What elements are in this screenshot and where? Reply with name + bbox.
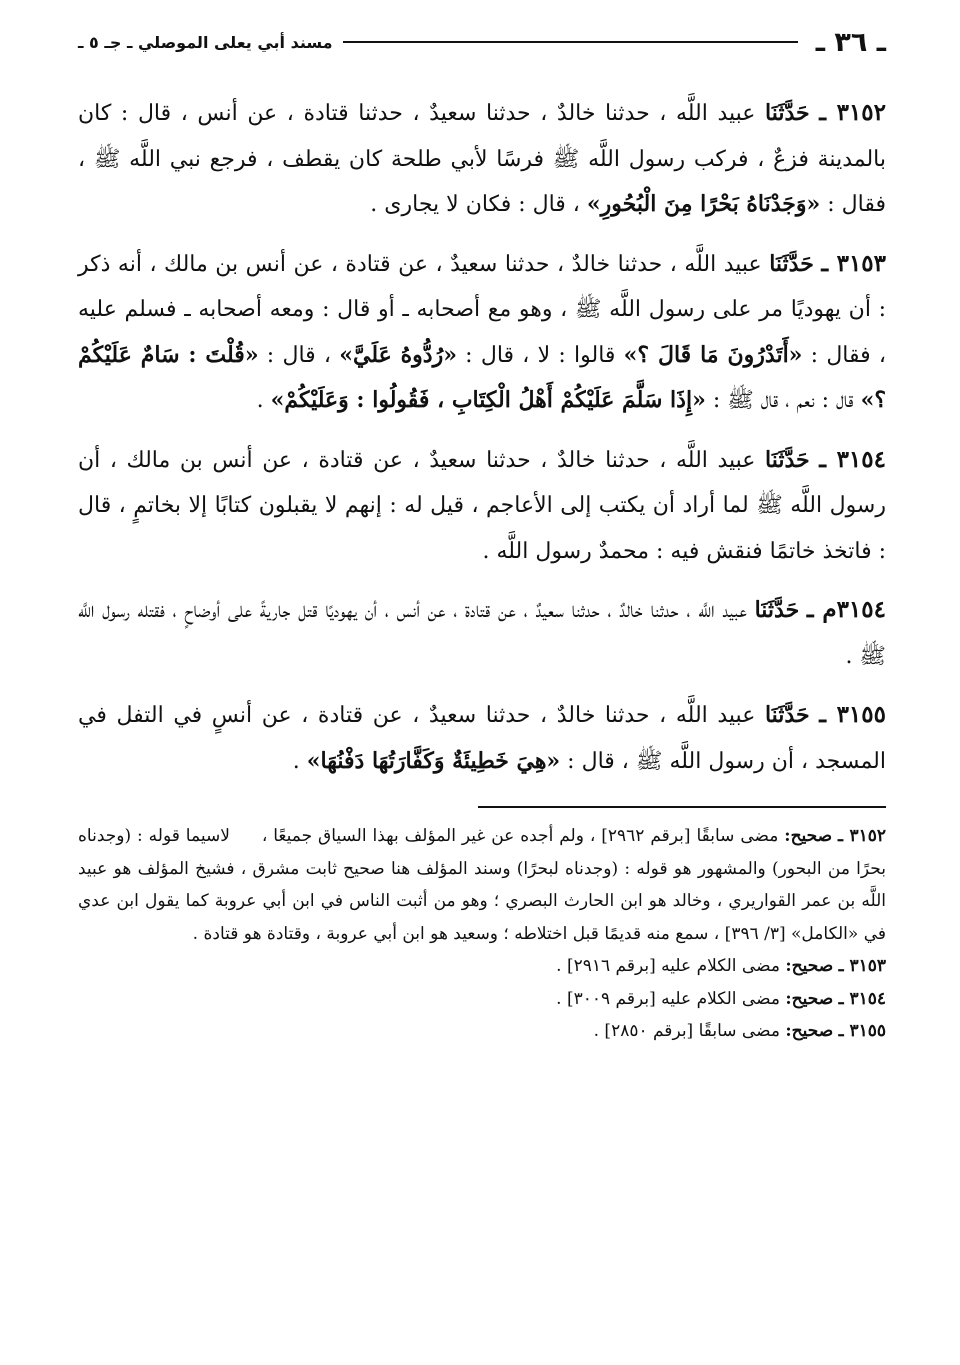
footnote-grade: صحيح: [785, 988, 834, 1009]
hadith-text: عبيد اللَّه ، حدثنا خالدٌ ، حدثنا سعيدٌ ، عن قتادة ، عن أنسٍ في التفل في المسجد ، أن رسول اللَّه ﷺ ، قال : [78, 703, 886, 774]
footnote-3154 [78, 983, 886, 1016]
hadith-3153 [78, 241, 886, 424]
prophetic-quote: «هِيَ خَطِيئَةٌ وَكَفَّارَتُهَا دَفْنُهَا» [306, 747, 561, 774]
footnote-text: مضى سابقًا [برقم ٢٨٥٠] . [593, 1021, 786, 1041]
footnote-3153 [78, 950, 886, 983]
footnote-3155 [78, 1015, 886, 1048]
footnote-grade: صحيح: [784, 826, 833, 846]
hadith-number: ٣١٥٤ ـ [819, 445, 886, 473]
hadith-text: عبيد اللَّه ، حدثنا خالدٌ ، حدثنا سعيدٌ ، عن قتادة ، عن أنس بن مالك ، أنه ذكر : أن يهوديًا مر على رسول اللَّه ﷺ ، وهو مع أصحابه ـ أو قال : ومعه أصحابه ـ فسلم عليه ، فقال : [78, 251, 886, 368]
footnote-grade: صحيح: [785, 1021, 834, 1041]
hadith-3154 [78, 437, 886, 575]
footnote-separator [478, 806, 886, 808]
hadith-number: ٣١٥٥ ـ [819, 701, 886, 728]
footnote-text: مضى الكلام عليه [برقم ٢٩١٦] . [556, 956, 786, 976]
footnote-3152 [78, 820, 886, 950]
hadith-number: ٣١٥٤م ـ [806, 596, 886, 623]
footnote-text: مضى الكلام عليه [برقم ٣٠٠٩] . [556, 988, 786, 1009]
haddathana: حَدَّثَنَا [769, 250, 814, 277]
footnote-grade: صحيح: [785, 956, 834, 976]
header-rule [343, 41, 798, 43]
hadith-number: ٣١٥٢ ـ [819, 99, 887, 126]
hadith-text: قالوا : لا ، قال : [456, 342, 624, 368]
haddathana: حَدَّثَنَا [765, 446, 810, 473]
hadith-number: ٣١٥٣ ـ [821, 249, 887, 277]
hadith-tail: ، قال : فكان لا يجارى . [370, 192, 587, 217]
page-header [78, 22, 886, 62]
hadith-tail: . [292, 748, 307, 774]
hadith-3152 [78, 90, 886, 228]
footnote-number: ٣١٥٣ ـ [838, 956, 886, 976]
page [78, 22, 886, 1048]
prophetic-quote: «إِذَا سَلَّمَ عَلَيْكُمْ أَهْلُ الْكِتَابِ ، فَقُولُوا : وَعَلَيْكُمْ» [270, 387, 706, 413]
hadith-text: قال : نعم ، قال ﷺ : [705, 388, 861, 413]
hadith-text: عبيد اللَّه ، حدثنا خالدٌ ، حدثنا سعيدٌ ، عن قتادة ، عن أنس بن مالك ، أن رسول اللَّه ﷺ لما أراد أن يكتب إلى الأعاجم ، قيل له : إنهم لا يقبلون كتابًا إلا بخاتمٍ ، قال : فاتخذ خاتمًا فنقش فيه : محمدٌ رسول اللَّه . [78, 447, 886, 564]
footnote-text: مضى سابقًا [برقم ٢٩٦٢] ، ولم أجده عن غير المؤلف بهذا السياق جميعًا ، [261, 826, 785, 846]
prophetic-quote: «قُلْتَ : سَامٌ عَلَيْكُمْ ؟» [78, 341, 886, 413]
footnote-continuation: لاسيما قوله : (وجدناه بحرًا من البحور) والمشهور هو قوله : (وجدناه لبحرًا) وسند المؤلف هنا صحيح ثابت مشرق ، فشيخ المؤلف هو عبيد اللَّه بن عمر القواريري ، وخالد هو ابن الحارث البصري ؛ وهو من أثبت الناس في ابن أبي عروبة كما يقول ابن عدي في «الكامل» [٣/ ٣٩٦] ، سمع منه قديمًا قبل اختلاطه ؛ وسعيد هو ابن أبي عروبة ، وقتادة هو قتادة . [78, 826, 886, 944]
prophetic-quote: «أَتَدْرُونَ مَا قَالَ ؟» [623, 341, 803, 368]
haddathana: حَدَّثَنَا [754, 597, 800, 623]
haddathana: حَدَّثَنَا [765, 100, 810, 126]
hadith-text: ، قال : [258, 342, 340, 368]
running-title: مسند أبي يعلى الموصلي ـ جـ ٥ ـ [78, 32, 333, 52]
haddathana: حَدَّثَنَا [764, 702, 810, 728]
footnote-number: ٣١٥٥ ـ [838, 1021, 886, 1041]
footnote-number: ٣١٥٢ ـ [838, 826, 886, 846]
hadith-3155 [78, 692, 886, 784]
hadith-text: عبيد اللَّه ، حدثنا خالدٌ ، حدثنا سعيدٌ ، عن قتادة ، عن أنس ، أن يهوديًا قتل جاريةً على أوضاحٍ ، فقتله رسول اللَّه ﷺ . [78, 598, 886, 669]
hadith-tail: . [256, 388, 271, 413]
hadith-3154m [78, 587, 886, 679]
footnote-number: ٣١٥٤ ـ [838, 988, 886, 1009]
prophetic-quote: «وَجَدْنَاهُ بَحْرًا مِنَ الْبُحُورِ» [586, 191, 821, 217]
prophetic-quote: «رُدُّوهُ عَلَيَّ» [339, 341, 457, 368]
page-number: ـ ٣٦ ـ [815, 26, 886, 58]
hadith-text: عبيد اللَّه ، حدثنا خالدٌ ، حدثنا سعيدٌ ، حدثنا قتادة ، عن أنس ، قال : كان بالمدينة فزعٌ ، فركب رسول اللَّه ﷺ فرسًا لأبي طلحة كان يقطف ، فرجع نبي اللَّه ﷺ ، فقال : [78, 101, 886, 217]
